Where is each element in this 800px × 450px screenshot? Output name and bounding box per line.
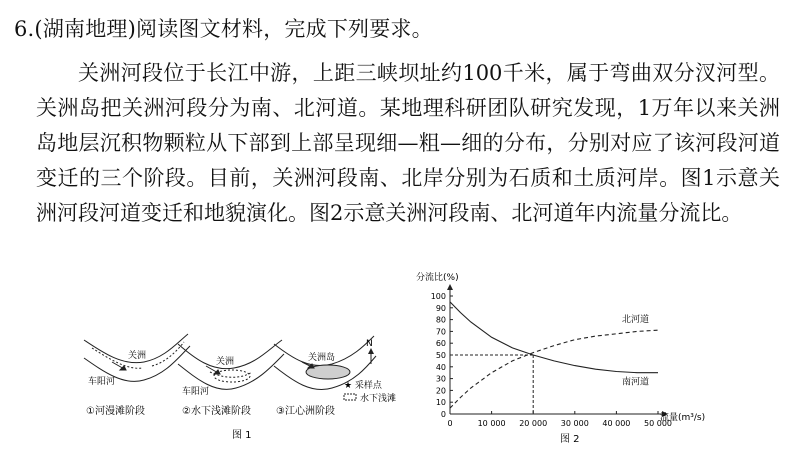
north-arrow-label: N — [366, 339, 373, 349]
figure-1 — [82, 322, 428, 444]
figure-2-caption: 图 2 — [560, 434, 580, 445]
y-axis-arrow — [447, 284, 453, 290]
y-tick-label: 90 — [435, 303, 446, 313]
y-tick-label: 20 — [435, 386, 446, 396]
stage-2-inner-label: 关洲 — [216, 357, 235, 367]
series-south-channel-label: 南河道 — [622, 377, 650, 388]
y-tick-label: 60 — [435, 339, 446, 349]
y-tick-label: 50 — [435, 351, 446, 360]
paragraph-text: 关洲河段位于长江中游，上距三峡坝址约100千米，属于弯曲双分汊河型。关洲岛把关洲河段分为南、北河道。某地理科研团队研究发现，1万年以来关洲岛地层沉积物颗粒从下部到上部呈现细—粗—细的分布，分别对应了该河段河道变迁的三个阶段。目前，关洲河段南、北岸分别为石质和土质河岸。图1示意关洲河段河道变迁和地貌演化。图2示意关洲河段南、北河道年内流量分流比。 — [36, 61, 780, 225]
x-tick-label: 40 000 — [602, 419, 631, 428]
x-axis-label: 流量(m³/s) — [660, 413, 706, 423]
y-tick-label: 40 — [435, 362, 446, 372]
figure-1-caption: 图 1 — [232, 430, 252, 441]
y-tick-label: 100 — [430, 292, 446, 301]
legend-sample-point: ★ 采样点 — [344, 381, 382, 391]
figure-2-chart — [410, 268, 710, 448]
stage-1-river-label: 车阳河 — [88, 377, 116, 387]
stage-3-label: ③江心洲阶段 — [276, 406, 335, 417]
y-tick-label: 0 — [440, 410, 446, 419]
y-tick-label: 10 — [435, 398, 446, 408]
x-tick-label: 30 000 — [560, 419, 589, 428]
x-tick-label: 10 000 — [477, 419, 506, 428]
stage-2-river-label: 车阳河 — [182, 387, 210, 397]
series-north-channel-label: 北河道 — [622, 315, 650, 326]
series-north-channel-line — [450, 330, 658, 408]
stage-1-inner-label: 关洲 — [128, 351, 147, 361]
stage-1-label: ①河漫滩阶段 — [86, 406, 145, 417]
question-paragraph — [36, 56, 780, 231]
y-tick-label: 70 — [435, 327, 446, 337]
y-tick-label: 80 — [435, 315, 446, 325]
y-tick-label: 30 — [435, 374, 446, 384]
legend-shoal-swatch — [344, 394, 356, 400]
question-title: 6.(湖南地理)阅读图文材料，完成下列要求。 — [14, 17, 433, 41]
stage-2-label: ②水下浅滩阶段 — [182, 406, 251, 417]
series-south-channel-line — [450, 302, 658, 373]
y-axis-label: 分流比(%) — [416, 273, 459, 283]
stage-3-inner-label: 关洲岛 — [308, 353, 336, 363]
x-tick-label: 0 — [447, 419, 453, 428]
x-tick-label: 20 000 — [519, 419, 548, 428]
legend-shoal: 水下浅滩 — [360, 394, 397, 404]
x-tick-label: 50 000 — [644, 419, 672, 428]
